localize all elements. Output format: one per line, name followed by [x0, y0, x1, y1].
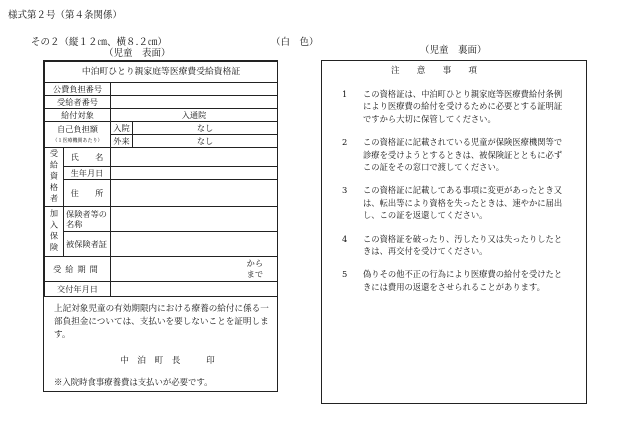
- benefit-target-value: 入通院: [111, 109, 278, 122]
- note-text: この資格証は、中泊町ひとり親家庭等医療費給付条例により医療費の給付を受けるために必要とする証明証ですから大切に保管してください。: [363, 89, 563, 124]
- address-value: [111, 180, 278, 207]
- note-item: [342, 88, 586, 125]
- note-item: [342, 268, 586, 293]
- issue-date-label: 交付年月日: [45, 282, 111, 297]
- birthdate-label: 生年月日: [64, 167, 111, 180]
- note-text: この資格証を破ったり、汚したり又は失ったりしたときは、再交付を受けてください。: [363, 233, 563, 257]
- inpatient-label: 入院: [111, 122, 133, 135]
- note-item: [342, 184, 586, 221]
- note-number: 1: [342, 89, 348, 99]
- outpatient-label: 外来: [111, 135, 133, 148]
- payer-number-label: 公費負担番号: [45, 83, 111, 96]
- footnote: ※入院時食事療養費は支払いが必要です。: [54, 377, 213, 387]
- note-text: この資格証に記載してある事項に変更があったとき又は、転出等により資格を失ったときは、速やかに届出し、この証を返還してください。: [363, 185, 563, 221]
- recipient-number-value: [111, 96, 278, 109]
- outpatient-value: なし: [133, 135, 278, 148]
- insured-person-value: [111, 232, 278, 257]
- note-item: [342, 233, 586, 258]
- note-number: 3: [342, 185, 348, 196]
- period-to: まで: [246, 269, 264, 279]
- qualified-person-label: 受給資格者: [45, 148, 64, 207]
- birthdate-value: [111, 167, 278, 180]
- color-note: （白 色）: [271, 37, 319, 48]
- form-number: 様式第２号（第４条関係）: [8, 10, 123, 21]
- certificate-table: [44, 61, 278, 297]
- note-number: 2: [342, 137, 348, 148]
- name-label: 氏 名: [64, 148, 111, 167]
- note-text: この資格証に記載されている児童が保険医療機関等で診療を受けようとするときは、被保険証とともに必ずこの証をその窓口で渡してください。: [363, 137, 563, 173]
- insured-person-label: 被保険者証: [64, 232, 111, 257]
- payer-number-value: [111, 83, 278, 96]
- notes-title: 注 意 事 項: [391, 66, 477, 76]
- insurer-name-label: 保険者等の名称: [64, 207, 111, 232]
- self-pay-label: [45, 122, 111, 148]
- front-label: （児童 表面）: [104, 48, 171, 59]
- period-value: [111, 257, 278, 282]
- period-from: から: [246, 258, 264, 268]
- name-value: [111, 148, 278, 167]
- issuer-line: 中 泊 町 長 印: [120, 356, 215, 366]
- inpatient-value: なし: [133, 122, 278, 135]
- note-text: 偽りその他不正の行為により医療費の給付を受けたときには費用の返還をさせられることがあります。: [363, 269, 563, 292]
- period-label: 受給期間: [45, 257, 111, 282]
- insurer-name-value: [111, 207, 278, 232]
- certificate-front: [43, 60, 278, 392]
- issue-date-value: [111, 282, 278, 297]
- note-item: [342, 136, 586, 173]
- notes-list: [322, 88, 586, 293]
- notes-back: [321, 60, 587, 404]
- certificate-title: 中泊町ひとり親家庭等医療費受給資格証: [45, 62, 278, 83]
- note-number: 5: [342, 269, 348, 280]
- note-number: 4: [342, 233, 348, 244]
- back-label: （児童 裏面）: [420, 45, 487, 56]
- address-label: 住 所: [64, 180, 111, 207]
- recipient-number-label: 受給者番号: [45, 96, 111, 109]
- self-pay-note: （１医療機関あたり）: [52, 137, 103, 144]
- certificate-statement: 上記対象児童の有効期限内における療養の給付に係る一部負担金については、支払いを要しないことを証明します。: [54, 304, 269, 340]
- size-note: その２（縦１２㎝、横８.２㎝）: [31, 37, 168, 48]
- benefit-target-label: 給付対象: [45, 109, 111, 122]
- self-pay-text: 自己負担額: [57, 123, 98, 134]
- insurance-label: 加入保険: [45, 207, 64, 257]
